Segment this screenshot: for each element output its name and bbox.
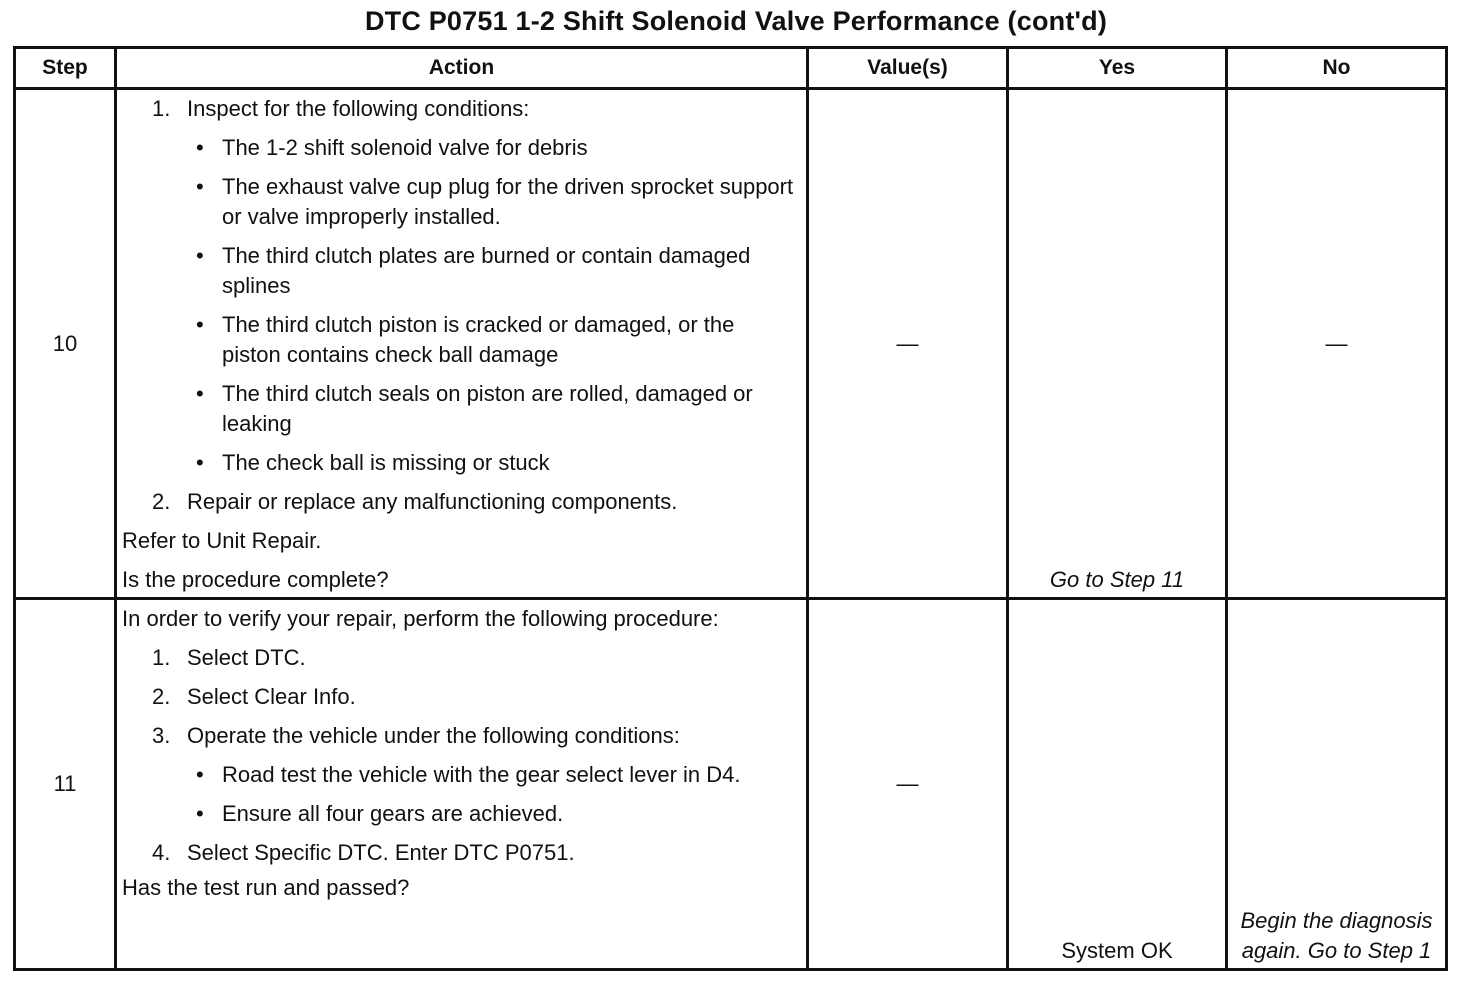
- bullet-text: Ensure all four gears are achieved.: [222, 801, 564, 826]
- intro-text: In order to verify your repair, perform the following procedure:: [122, 606, 719, 631]
- table-row-step-11: [15, 599, 1447, 970]
- step-number: 10: [15, 89, 116, 599]
- item-text: Repair or replace any malfunctioning components.: [187, 489, 678, 514]
- item-number: 2.: [152, 684, 171, 709]
- bullet-item: [192, 760, 794, 790]
- bullet-item: [192, 379, 794, 439]
- table-row-step-10: [15, 89, 1447, 599]
- item-text: Operate the vehicle under the following conditions:: [187, 723, 680, 748]
- bullet-item: [192, 310, 794, 370]
- bullet-item: [192, 172, 794, 232]
- bullet-text: The third clutch seals on piston are rolled, damaged or leaking: [222, 381, 753, 436]
- step-number: 11: [15, 599, 116, 970]
- bullet-text: The third clutch piston is cracked or damaged, or the piston contains check ball damage: [222, 312, 735, 367]
- action-cell: [116, 89, 808, 599]
- action-cell: [116, 599, 808, 970]
- item-number: 2.: [152, 489, 171, 514]
- item-number: 1.: [152, 96, 171, 121]
- item-text: Select Specific DTC. Enter DTC P0751.: [187, 840, 575, 865]
- numbered-item: [152, 682, 794, 712]
- numbered-item: [152, 721, 794, 751]
- bullet-text: Road test the vehicle with the gear select lever in D4.: [222, 762, 741, 787]
- bullet-mark: •: [196, 762, 204, 787]
- bullet-text: The third clutch plates are burned or contain damaged splines: [222, 243, 751, 298]
- header-action: Action: [116, 48, 808, 89]
- item-number: 3.: [152, 723, 171, 748]
- bullet-item: [192, 241, 794, 301]
- numbered-item: [152, 838, 794, 868]
- bullet-mark: •: [196, 381, 204, 406]
- bullet-mark: •: [196, 801, 204, 826]
- value-cell: —: [808, 599, 1008, 970]
- question-text: Has the test run and passed?: [122, 875, 410, 900]
- header-values: Value(s): [808, 48, 1008, 89]
- bullet-mark: •: [196, 450, 204, 475]
- value-cell: —: [808, 89, 1008, 599]
- header-step: Step: [15, 48, 116, 89]
- bullet-mark: •: [196, 312, 204, 337]
- no-cell: —: [1227, 89, 1447, 599]
- header-row: [15, 48, 1447, 89]
- bullet-mark: •: [196, 174, 204, 199]
- bullet-mark: •: [196, 243, 204, 268]
- numbered-item: [152, 487, 794, 517]
- bullet-item: [192, 133, 794, 163]
- item-number: 4.: [152, 840, 171, 865]
- refer-text: Refer to Unit Repair.: [122, 528, 322, 553]
- header-yes: Yes: [1008, 48, 1227, 89]
- bullet-text: The check ball is missing or stuck: [222, 450, 550, 475]
- bullet-item: [192, 448, 794, 478]
- page-title: DTC P0751 1-2 Shift Solenoid Valve Performance (cont'd): [364, 6, 1108, 36]
- bullet-mark: •: [196, 135, 204, 160]
- yes-cell: Go to Step 11: [1008, 89, 1227, 599]
- bullet-text: The exhaust valve cup plug for the driven sprocket support or valve improperly installed.: [222, 174, 794, 229]
- numbered-item: [152, 643, 794, 673]
- numbered-item: [152, 94, 794, 124]
- yes-cell: System OK: [1008, 599, 1227, 970]
- question-text: Is the procedure complete?: [122, 567, 389, 592]
- item-text: Select Clear Info.: [187, 684, 356, 709]
- header-no: No: [1227, 48, 1447, 89]
- bullet-item: [192, 799, 794, 829]
- item-text: Select DTC.: [187, 645, 306, 670]
- bullet-text: The 1-2 shift solenoid valve for debris: [222, 135, 588, 160]
- diagnostic-table: [13, 46, 1448, 971]
- item-text: Inspect for the following conditions:: [187, 96, 530, 121]
- no-cell: Begin the diagnosis again. Go to Step 1: [1227, 599, 1447, 970]
- item-number: 1.: [152, 645, 171, 670]
